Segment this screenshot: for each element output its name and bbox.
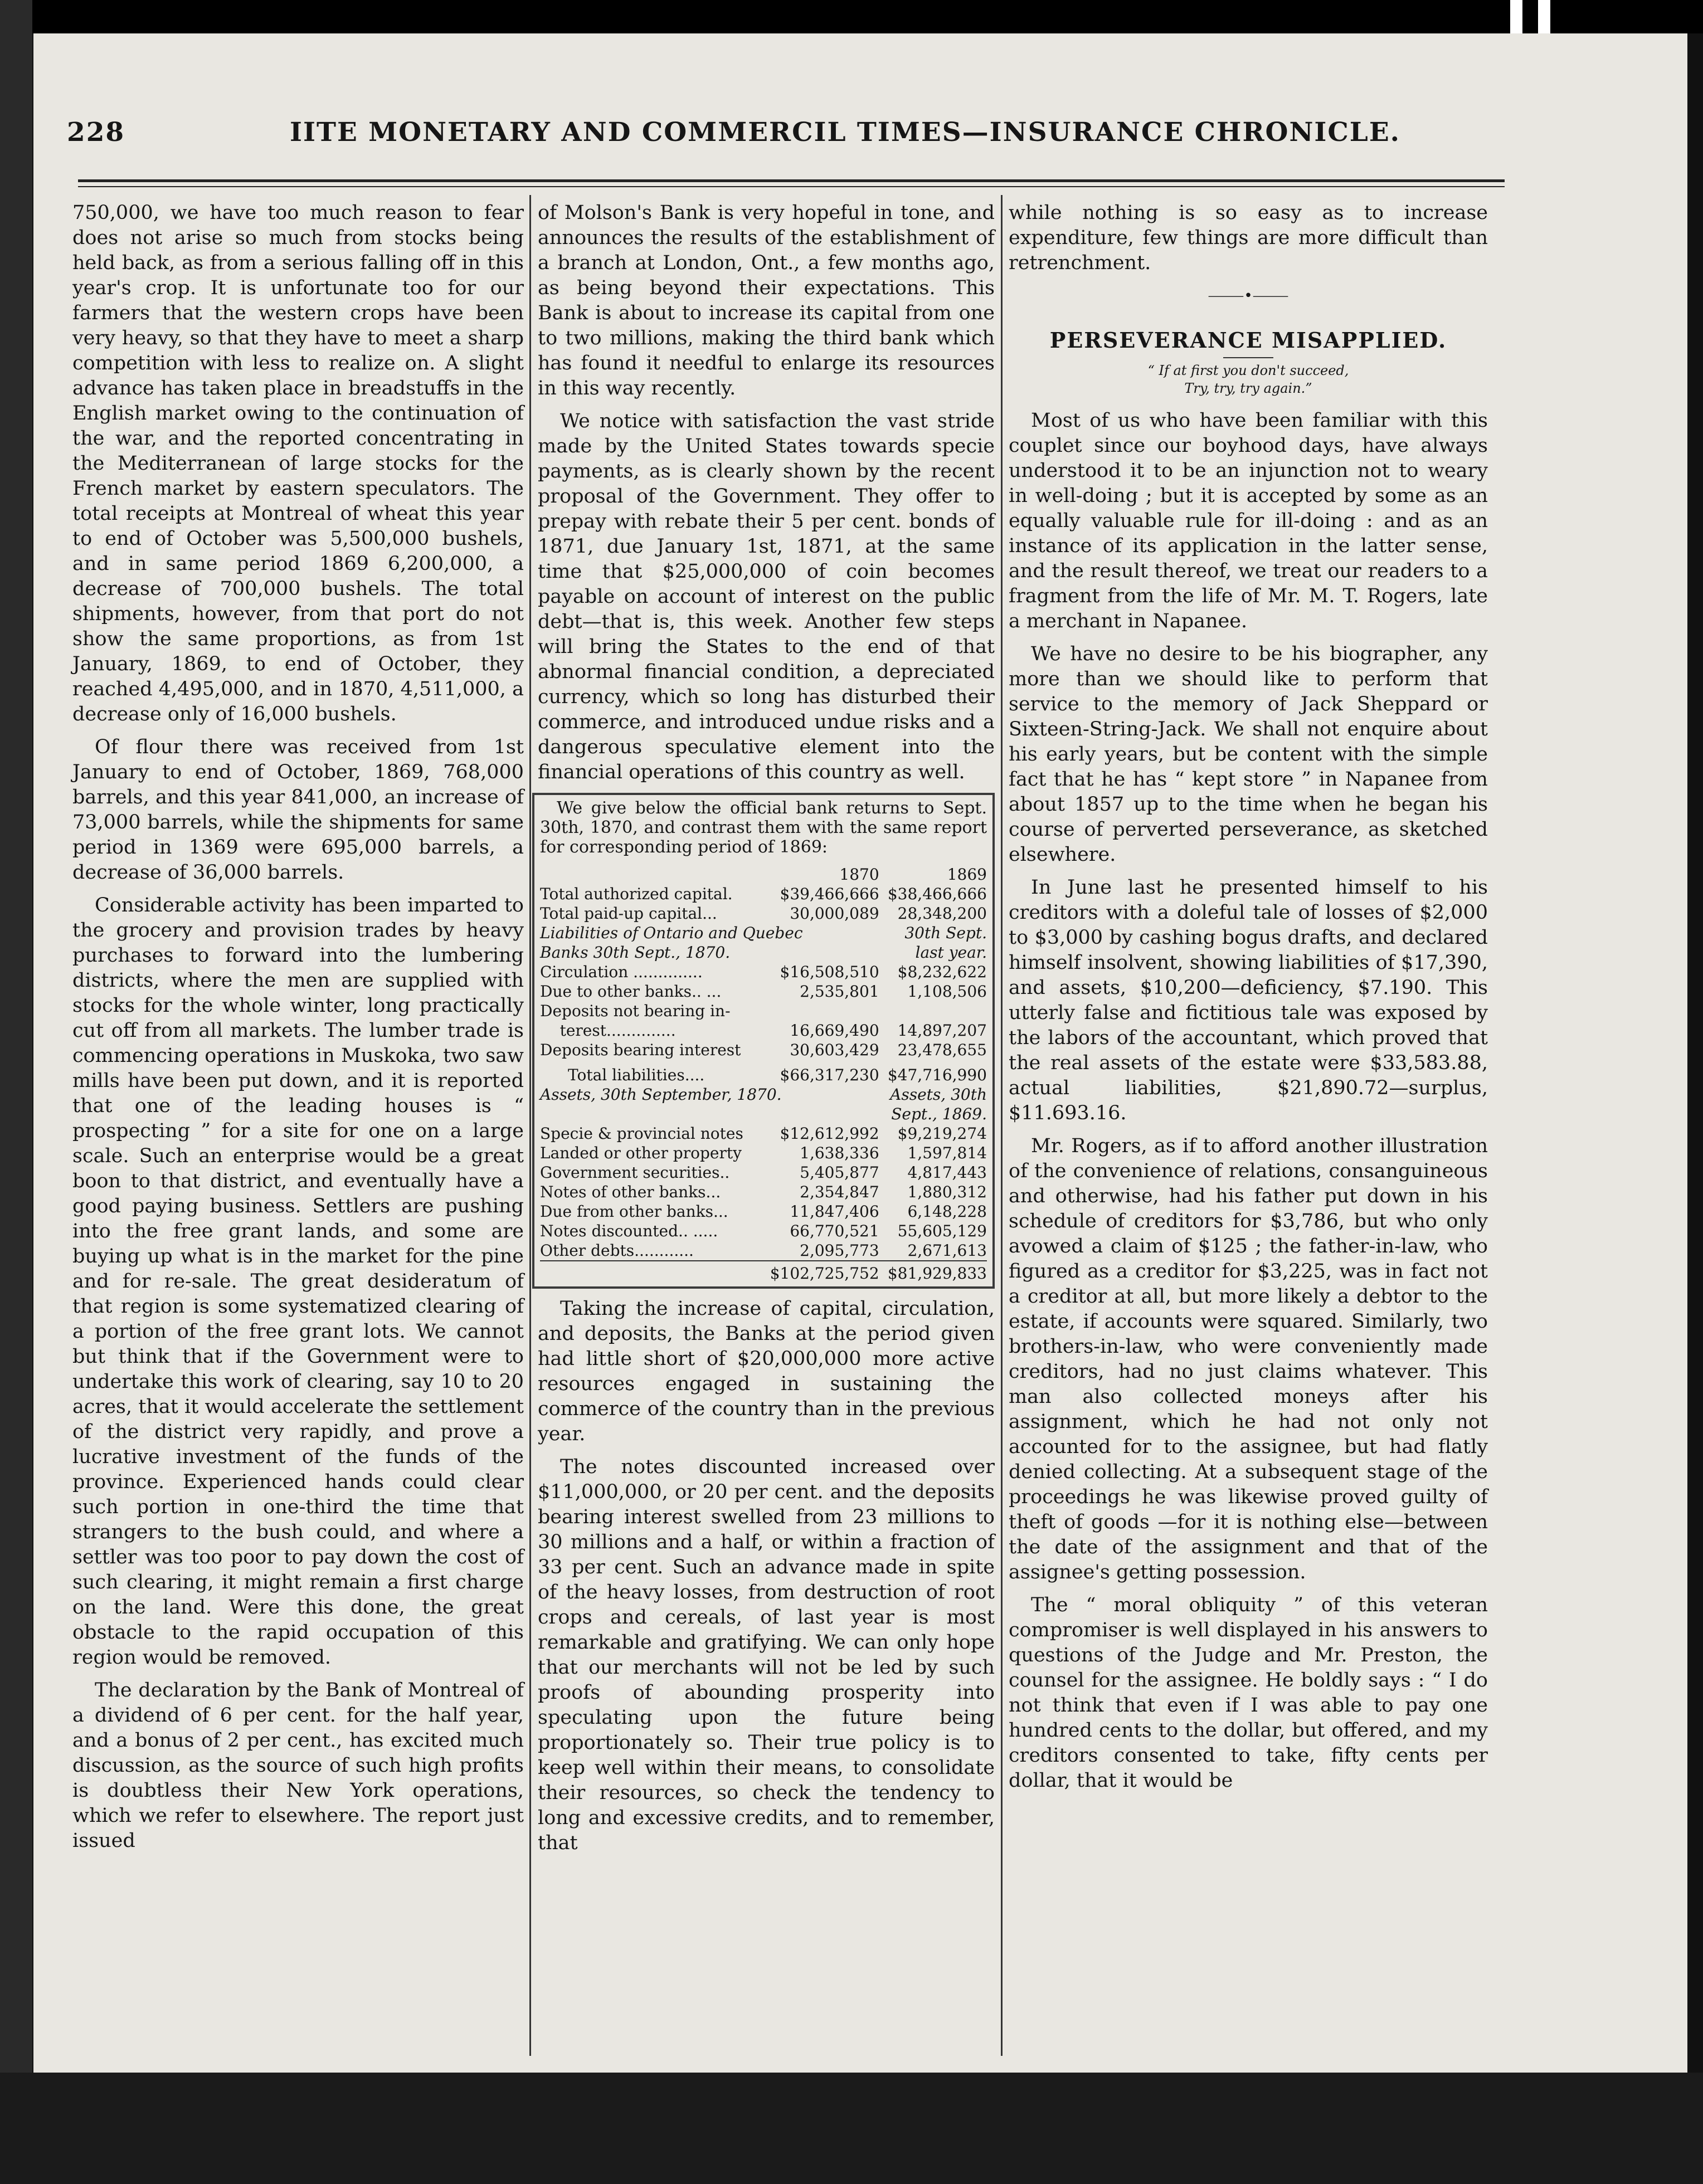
paragraph: The “ moral obliquity ” of this veteran compromiser is well displayed in his answers to questions of the Judge and Mr. Preston, the counsel for the assignee. He boldly says : “ I do not think that even if I was able to pay one hundred cents to the dollar, but offered, and my creditors consented to take, fifty cents per dollar, that it would be: [1009, 1594, 1488, 1792]
table-row: [540, 1021, 987, 1040]
paragraph: We have no desire to be his biographer, any more than we should like to perform that service to the memory of Jack Sheppard or Sixteen-String-Jack. We shall not enquire about his early years, but be content with the simple fact that he has “ kept store ” in Napanee from about 1857 up to the time when he began his course of perverted perseverance, as sketched elsewhere.: [1009, 643, 1488, 866]
cell-value: 28,348,200: [897, 904, 987, 923]
table-col-header: 30th Sept.: [904, 924, 987, 942]
row-label: Deposits bearing interest: [540, 1041, 741, 1059]
section-header-row: [540, 1104, 987, 1124]
film-edge-top: [32, 0, 1703, 33]
cell-value: 1,597,814: [907, 1144, 987, 1162]
section-title: PERSEVERANCE MISAPPLIED.: [1049, 328, 1447, 353]
section-heading: Liabilities of Ontario and Quebec: [540, 924, 803, 942]
row-label: Landed or other property: [540, 1144, 742, 1162]
section-header-row: [540, 943, 987, 962]
section-heading: Banks 30th Sept., 1870.: [540, 943, 731, 962]
cell-value: [761, 1001, 879, 1021]
row-label: Total authorized capital.: [540, 885, 733, 903]
table-col-header: Assets, 30th: [890, 1085, 987, 1104]
table-col-header: 1870: [839, 865, 879, 884]
cell-value: 2,671,613: [907, 1241, 987, 1260]
table-row: [540, 982, 987, 1001]
paragraph: 750,000, we have too much reason to fear does not arise so much from stocks being held back, as from a serious falling off in this year's crop. It is unfortunate too for our farmers that the western crops have been very heavy, so that they have to meet a sharp competition with less to realize on. A slight advance has taken place in breadstuffs in the English market owing to the continuation of the war, and the reported concentrating in the Mediterranean of large stocks for the French market by eastern speculators. The total receipts at Montreal of wheat this year to end of October was 5,500,000 bushels, and in same period 1869 6,200,000, a decrease of 700,000 bushels. The total shipments, however, from that port do not show the same proportions, as from 1st January, 1869, to end of October, they reached 4,495,000, and in 1870, 4,511,000, a decrease only of 16,000 bushels.: [72, 202, 524, 725]
table-row: [540, 884, 987, 904]
cell-value: 6,148,228: [907, 1202, 987, 1221]
title-rule: [1223, 357, 1273, 358]
paragraph: Considerable activity has been imparted to the grocery and provision trades by heavy purchases to forward into the lumbering districts, where the men are supplied with stocks for the whole winter, long practically cut off from all markets. The lumber trade is commencing operations in Muskoka, two saw mills have been put down, and it is reported that one of the leading houses is “ prospecting ” for a site for one on a large scale. Such an enterprise would be a great boon to that district, and eventually have a good paying business. Settlers are pushing into the free grant lands, and some are buying up what is in the market for the pine and for re-sale. The great desideratum of that region is some systematized clearing of a portion of the free grant lots. We cannot but think that if the Government were to undertake this work of clearing, say 10 to 20 acres, that it would accelerate the settlement of the district very rapidly, and prove a lucrative investment of the funds of the province. Experienced hands could clear such portion in one-third the time that strangers to the bush could, and where a settler was too poor to pay down the cost of such clearing, it might remain a first charge on the land. Were this done, the great obstacle to the rapid occupation of this region would be removed.: [72, 894, 524, 1669]
cell-value: $66,317,230: [780, 1066, 879, 1084]
table-col-header: 1869: [947, 865, 987, 884]
row-label: Total liabilities....: [568, 1066, 705, 1084]
total-row: [540, 1060, 987, 1085]
cell-value: 30,603,429: [790, 1041, 879, 1059]
table-row: [540, 1001, 987, 1021]
table-row: [540, 1040, 987, 1060]
cell-value: $9,219,274: [897, 1124, 987, 1143]
film-edge-bottom: [0, 2073, 1703, 2184]
cell-value: 5,405,877: [800, 1163, 879, 1182]
cell-value: 55,605,129: [897, 1222, 987, 1240]
paragraph: We notice with satisfaction the vast stride made by the United States towards specie payments, as is clearly shown by the recent proposal of the Government. They offer to prepay with rebate their 5 per cent. bonds of 1871, due January 1st, 1871, at the same time that $25,000,000 of coin becomes payable on account of interest on the public debt—that is, this week. Another few steps will bring the States to the end of that abnormal financial condition, a depreciated currency, which so long has disturbed their commerce, and introduced undue risks and a dangerous speculative element into the financial operations of this country as well.: [538, 410, 995, 783]
table-row: [540, 1124, 987, 1143]
paragraph: Mr. Rogers, as if to afford another illustration of the convenience of relations, consanguineous and otherwise, had his father put down in his schedule of creditors for $3,786, but who only avowed a claim of $125 ; the father-in-law, who figured as a creditor for $3,225, was in fact not a creditor at all, but more likely a debtor to the estate, if accounts were squared. Similarly, two brothers-in-law, who were conveniently made creditors, had no just claims whatever. This man also collected moneys after his assignment, which he had not only not accounted for to the assignee, but had flatly denied collecting. At a subsequent stage of the proceedings he was likewise proved guilty of theft of goods —for it is nothing else—between the date of the assignment and that of the assignee's getting possession.: [1009, 1135, 1488, 1583]
paragraph: of Molson's Bank is very hopeful in tone, and announces the results of the establishment of a branch at London, Ont., a few months ago, as being beyond their expectations. This Bank is about to increase its capital from one to two millions, making the third bank which has found it needful to enlarge its resources in this way recently.: [538, 202, 995, 399]
cell-value: 1,880,312: [907, 1183, 987, 1201]
paragraph: Taking the increase of capital, circulation, and deposits, the Banks at the period given had little short of $20,000,000 more active resources engaged in sustaining the commerce of the country than in the previous year.: [538, 1298, 995, 1445]
cell-value: $8,232,622: [897, 963, 987, 981]
cell-value: $81,929,833: [879, 1261, 987, 1283]
epigraph-line: “ If at first you don't succeed,: [1147, 363, 1349, 378]
column-divider: [529, 195, 531, 2056]
epigraph-line: Try, try, try again.”: [1184, 381, 1312, 396]
cell-value: [879, 1001, 987, 1021]
cell-value: 4,817,443: [907, 1163, 987, 1182]
row-label: Due from other banks...: [540, 1202, 728, 1221]
section-header-row: [540, 1085, 987, 1104]
row-label: Due to other banks.. ...: [540, 982, 722, 1001]
row-label: Government securities..: [540, 1163, 730, 1182]
cell-value: 30,000,089: [790, 904, 879, 923]
cell-value: 1,638,336: [800, 1144, 879, 1162]
cell-value: $102,725,752: [761, 1261, 879, 1283]
table-row: [540, 904, 987, 923]
table-row: [540, 1182, 987, 1202]
paragraph: The declaration by the Bank of Montreal of a dividend of 6 per cent. for the half year, and a bonus of 2 per cent., has excited much discussion, as the source of such high profits is doubtless their New York operations, which we refer to elsewhere. The report just issued: [72, 1679, 524, 1852]
cell-value: 23,478,655: [897, 1041, 987, 1059]
cell-value: 2,354,847: [800, 1183, 879, 1201]
cell-value: $47,716,990: [887, 1066, 987, 1084]
table-row: [540, 1221, 987, 1241]
table-col-header: last year.: [915, 943, 987, 962]
row-label: Specie & provincial notes: [540, 1124, 743, 1143]
table-row: [540, 1143, 987, 1163]
grand-total-row: [540, 1261, 987, 1283]
film-mark: [1538, 0, 1550, 33]
cell-value: 2,535,801: [800, 982, 879, 1001]
table-row: [540, 1202, 987, 1221]
cell-value: $38,466,666: [887, 885, 987, 903]
table-row: [540, 1241, 987, 1261]
paragraph: Most of us who have been familiar with this couplet since our boyhood days, have always understood it to be an injunction not to weary in well-doing ; but it is accepted by some as an equally valuable rule for ill-doing : and as an instance of its application in the latter sense, and the result thereof, we treat our readers to a fragment from the life of Mr. M. T. Rogers, late a merchant in Napanee.: [1009, 410, 1488, 632]
film-mark: [1510, 0, 1522, 33]
cell-value: 16,669,490: [790, 1021, 879, 1040]
row-label: Notes discounted.. .....: [540, 1222, 718, 1240]
paragraph: while nothing is so easy as to increase expenditure, few things are more difficult than retrenchment.: [1009, 202, 1488, 274]
row-label: terest..............: [540, 1021, 676, 1040]
section-heading: Assets, 30th September, 1870.: [540, 1085, 782, 1104]
page-header: [67, 117, 1599, 156]
section-header-row: [540, 923, 987, 943]
table-col-header: Sept., 1869.: [891, 1105, 987, 1123]
bank-returns-intro: We give below the official bank returns to Sept. 30th, 1870, and contrast them with the same report for corresponding period of 1869:: [540, 798, 987, 857]
bank-returns-box: [532, 793, 995, 1289]
row-label: Total paid-up capital...: [540, 904, 717, 923]
row-label: Deposits not bearing in-: [540, 1002, 731, 1020]
paragraph: The notes discounted increased over $11,000,000, or 20 per cent. and the deposits bearing interest swelled from 23 millions to 30 millions and a half, or within a fraction of 33 per cent. Such an advance made in spite of the heavy losses, from destruction of root crops and cereals, of last year is most remarkable and gratifying. We can only hope that our merchants will not be led by such proofs of abounding prosperity into speculating upon the future being proportionately so. Their true policy is to keep well within their means, to consolidate their resources, so check the tendency to long and excessive credits, and to remember, that: [538, 1456, 995, 1854]
paragraph: In June last he presented himself to his creditors with a doleful tale of losses of $2,000 to $3,000 by cashing bogus drafts, and declared himself insolvent, showing liabilities of $17,390, and assets, $10,200—deficiency, $7.190. This utterly false and fictitious tale was exposed by the labors of the accountant, which proved that the real assets of the estate were $33,583.88, actual liabilities, $21,890.72—surplus, $11.693.16.: [1009, 876, 1488, 1124]
cell-value: 66,770,521: [790, 1222, 879, 1240]
cell-value: $16,508,510: [780, 963, 879, 981]
cell-value: 1,108,506: [907, 982, 987, 1001]
header-rule: [78, 186, 1505, 187]
page-number: 228: [67, 117, 125, 148]
film-edge-left: [0, 0, 32, 2184]
column-3: [1009, 201, 1488, 1801]
row-label: Circulation ..............: [540, 963, 703, 981]
column-divider: [1001, 195, 1003, 2056]
cell-value: 2,095,773: [800, 1241, 879, 1260]
section-ornament: ⸻•⸻: [1208, 287, 1289, 304]
table-row: [540, 962, 987, 982]
newspaper-page: [33, 33, 1687, 2073]
column-1: [72, 201, 524, 1861]
page-title: IITE MONETARY AND COMMERCIL TIMES—INSURANCE CHRONICLE.: [290, 117, 1401, 148]
cell-value: $39,466,666: [780, 885, 879, 903]
row-label: Notes of other banks...: [540, 1183, 721, 1201]
epigraph: [1009, 362, 1488, 397]
bank-returns-table: [540, 865, 987, 1283]
cell-value: $12,612,992: [780, 1124, 879, 1143]
cell-value: 14,897,207: [897, 1021, 987, 1040]
row-label: Other debts............: [540, 1241, 694, 1260]
table-header-row: [540, 865, 987, 884]
header-rule: [78, 179, 1505, 182]
paragraph: Of flour there was received from 1st January to end of October, 1869, 768,000 barrels, and this year 841,000, an increase of 73,000 barrels, while the shipments for same period in 1369 were 695,000 barrels, a decrease of 36,000 barrels.: [72, 736, 524, 884]
table-row: [540, 1163, 987, 1182]
cell-value: 11,847,406: [790, 1202, 879, 1221]
column-2: [538, 201, 995, 1864]
